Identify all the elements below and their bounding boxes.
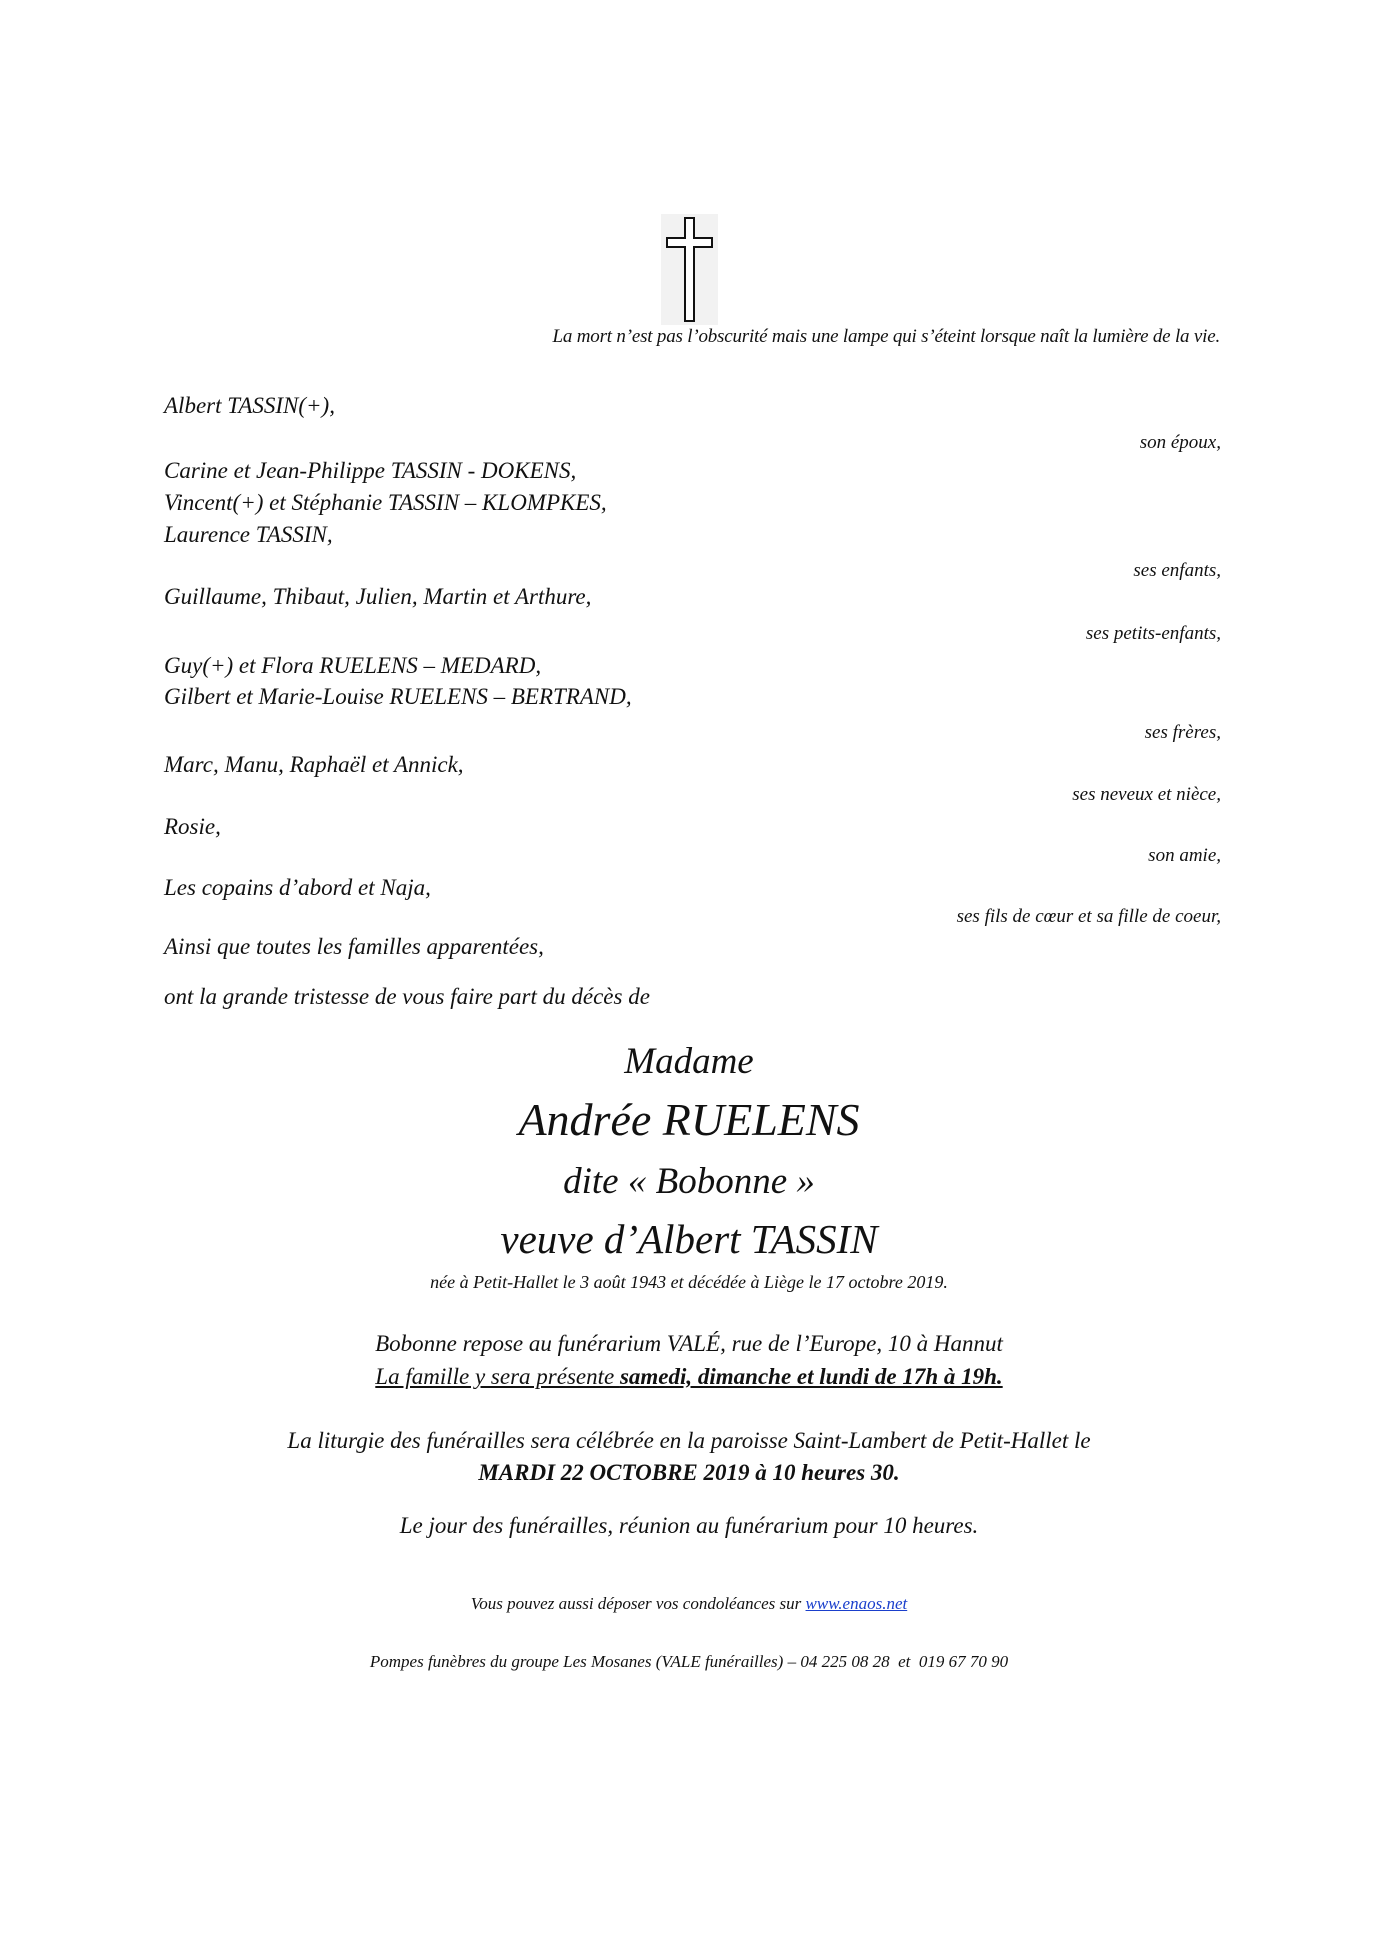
deceased-widow-of: veuve d’Albert TASSIN — [500, 1216, 878, 1262]
condolences-prefix: Vous pouvez aussi déposer vos condoléances sur — [470, 1594, 806, 1613]
visitation-location: Bobonne repose au funérarium VALÉ, rue de l’Europe, 10 à Hannut — [375, 1331, 1003, 1356]
family-line: Les copains d’abord et Naja, — [164, 875, 431, 900]
closing-line: Ainsi que toutes les familles apparentées, — [164, 934, 544, 959]
visitation-hours — [0, 1364, 1378, 1390]
family-line: Guillaume, Thibaut, Julien, Martin et Arthure, — [164, 584, 592, 609]
family-line: Marc, Manu, Raphaël et Annick, — [164, 752, 464, 777]
visitation-hours-days: samedi, dimanche et lundi de 17h à 19h. — [619, 1364, 1003, 1389]
family-line: Laurence TASSIN, — [164, 522, 333, 547]
family-line: Vincent(+) et Stéphanie TASSIN – KLOMPKES, — [164, 490, 607, 515]
funeral-liturgy: La liturgie des funérailles sera célébrée en la paroisse Saint-Lambert de Petit-Hallet le — [287, 1428, 1091, 1453]
family-line: Gilbert et Marie-Louise RUELENS – BERTRAND, — [164, 684, 632, 709]
relation-label: son époux, — [1139, 432, 1221, 453]
relation-label: ses neveux et nièce, — [1072, 784, 1221, 805]
relation-label: ses frères, — [1144, 722, 1221, 743]
relation-label: son amie, — [1148, 845, 1221, 866]
family-line: Albert TASSIN(+), — [164, 393, 335, 418]
deceased-name: Andrée RUELENS — [518, 1094, 860, 1145]
birth-death-dates: née à Petit-Hallet le 3 août 1943 et décédée à Liège le 17 octobre 2019. — [430, 1272, 948, 1292]
family-line: Rosie, — [164, 814, 221, 839]
closing-line: ont la grande tristesse de vous faire part du décès de — [164, 984, 650, 1009]
family-line: Carine et Jean-Philippe TASSIN - DOKENS, — [164, 458, 577, 483]
funeral-meeting: Le jour des funérailles, réunion au funérarium pour 10 heures. — [399, 1513, 979, 1538]
latin-cross-icon — [661, 214, 718, 325]
deceased-nickname: dite « Bobonne » — [563, 1161, 815, 1202]
relation-label: ses petits-enfants, — [1085, 623, 1221, 644]
funeral-date: MARDI 22 OCTOBRE 2019 à 10 heures 30. — [478, 1460, 900, 1485]
condolences-link[interactable]: www.enaos.net — [805, 1594, 908, 1613]
funeral-home-footer: Pompes funèbres du groupe Les Mosanes (VALE funérailles) – 04 225 08 28 et 019 67 70 90 — [369, 1652, 1009, 1671]
relation-label: ses enfants, — [1133, 560, 1221, 581]
deceased-title: Madame — [624, 1041, 754, 1082]
visitation-hours-prefix: La famille y sera présente — [375, 1364, 620, 1389]
relation-label: ses fils de cœur et sa fille de coeur, — [956, 906, 1221, 927]
family-line: Guy(+) et Flora RUELENS – MEDARD, — [164, 653, 542, 678]
epigraph: La mort n’est pas l’obscurité mais une lampe qui s’éteint lorsque naît la lumière de la vie. — [552, 326, 1220, 347]
condolences-line — [0, 1594, 1378, 1614]
